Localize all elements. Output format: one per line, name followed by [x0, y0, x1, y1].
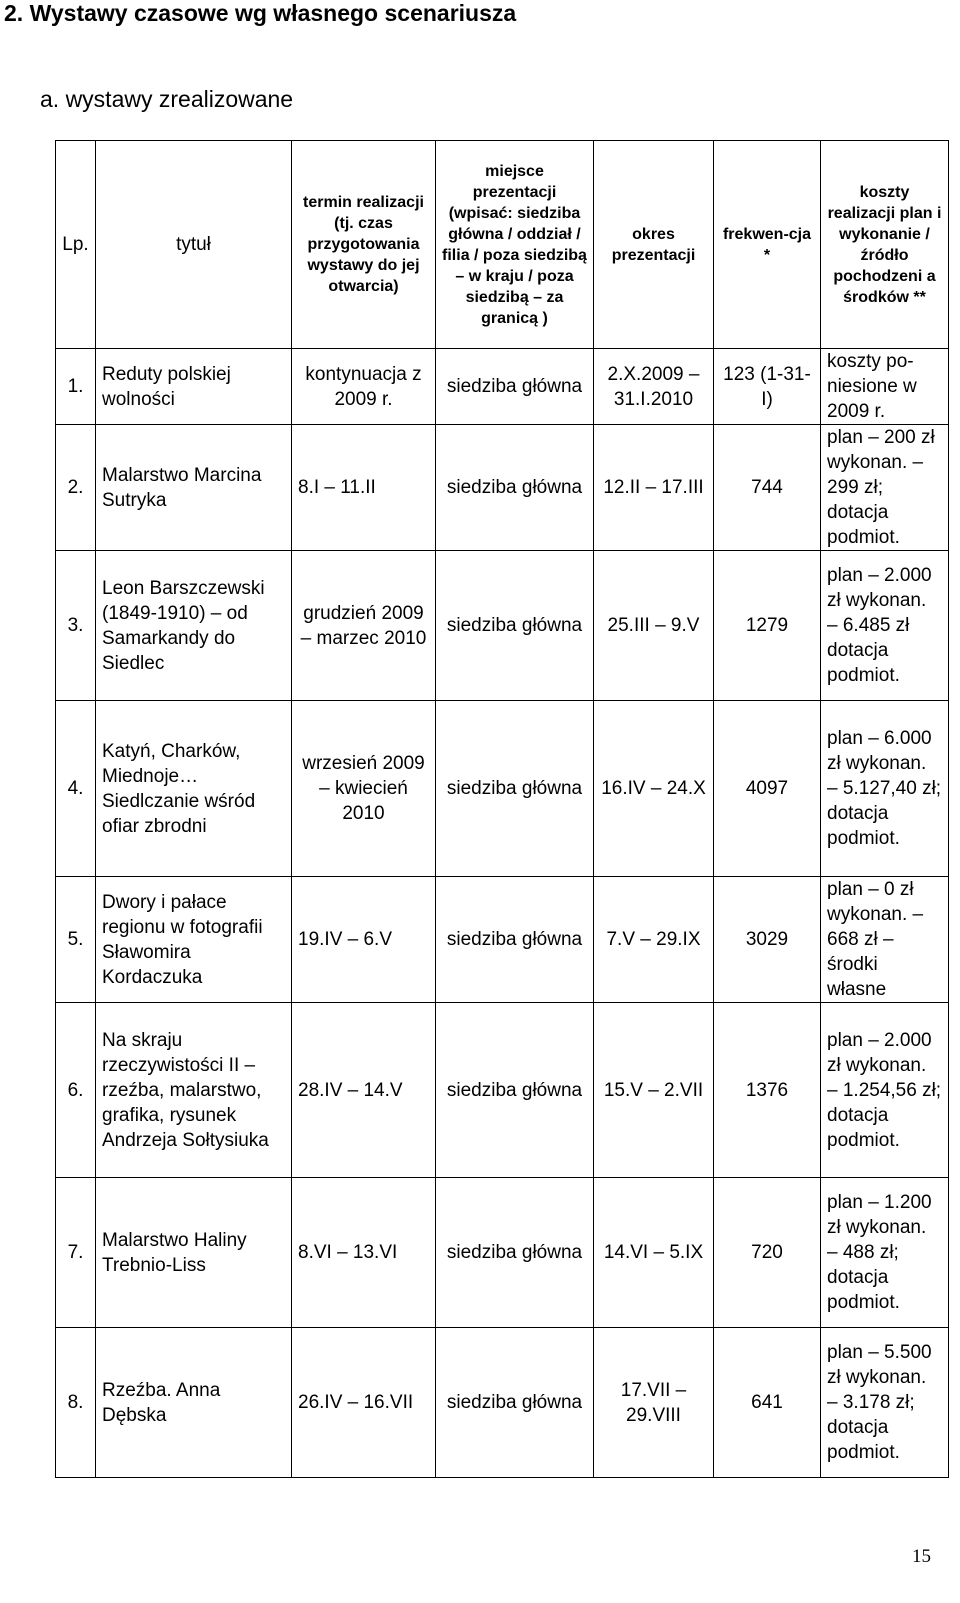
cell-period: 7.V – 29.IX	[594, 877, 714, 1003]
cell-place: siedziba główna	[436, 551, 594, 701]
cell-place: siedziba główna	[436, 877, 594, 1003]
table-row	[56, 349, 949, 425]
cell-period: 15.V – 2.VII	[594, 1003, 714, 1178]
cell-place: siedziba główna	[436, 425, 594, 551]
table-header-row	[56, 141, 949, 349]
table-row	[56, 1328, 949, 1478]
table-row	[56, 551, 949, 701]
header-costs: koszty realizacji plan i wykonanie / źródło pochodzeni a środków **	[821, 141, 949, 349]
table-row	[56, 425, 949, 551]
cell-place: siedziba główna	[436, 701, 594, 877]
cell-place: siedziba główna	[436, 1178, 594, 1328]
cell-costs: plan – 200 zł wykonan. – 299 zł; dotacja podmiot.	[821, 425, 949, 551]
cell-period: 17.VII – 29.VIII	[594, 1328, 714, 1478]
section-heading: 2. Wystawy czasowe wg własnego scenariusza	[4, 0, 517, 26]
cell-term: 26.IV – 16.VII	[292, 1328, 436, 1478]
cell-lp: 5.	[56, 877, 96, 1003]
cell-period: 12.II – 17.III	[594, 425, 714, 551]
cell-lp: 8.	[56, 1328, 96, 1478]
cell-attendance: 123 (1-31-I)	[714, 349, 821, 425]
cell-attendance: 1279	[714, 551, 821, 701]
cell-lp: 2.	[56, 425, 96, 551]
cell-costs: plan – 0 zł wykonan. – 668 zł – środki własne	[821, 877, 949, 1003]
cell-title: Malarstwo Haliny Trebnio-Liss	[96, 1178, 292, 1328]
exhibitions-table	[55, 140, 949, 1478]
cell-costs: plan – 2.000 zł wykonan. – 1.254,56 zł; dotacja podmiot.	[821, 1003, 949, 1178]
cell-attendance: 744	[714, 425, 821, 551]
subsection-heading: a. wystawy zrealizowane	[40, 86, 294, 112]
table-row	[56, 877, 949, 1003]
header-attendance: frekwen-cja *	[714, 141, 821, 349]
cell-costs: plan – 6.000 zł wykonan. – 5.127,40 zł; dotacja podmiot.	[821, 701, 949, 877]
cell-lp: 7.	[56, 1178, 96, 1328]
cell-term: grudzień 2009 – marzec 2010	[292, 551, 436, 701]
cell-term: 8.VI – 13.VI	[292, 1178, 436, 1328]
cell-title: Leon Barszczewski (1849-1910) – od Samarkandy do Siedlec	[96, 551, 292, 701]
header-term: termin realizacji (tj. czas przygotowania wystawy do jej otwarcia)	[292, 141, 436, 349]
cell-costs: plan – 1.200 zł wykonan. – 488 zł; dotacja podmiot.	[821, 1178, 949, 1328]
table-row	[56, 701, 949, 877]
cell-attendance: 1376	[714, 1003, 821, 1178]
cell-term: 8.I – 11.II	[292, 425, 436, 551]
cell-lp: 1.	[56, 349, 96, 425]
cell-attendance: 641	[714, 1328, 821, 1478]
cell-place: siedziba główna	[436, 349, 594, 425]
cell-costs: plan – 5.500 zł wykonan. – 3.178 zł; dotacja podmiot.	[821, 1328, 949, 1478]
cell-term: kontynuacja z 2009 r.	[292, 349, 436, 425]
cell-term: wrzesień 2009 – kwiecień 2010	[292, 701, 436, 877]
cell-attendance: 3029	[714, 877, 821, 1003]
cell-period: 14.VI – 5.IX	[594, 1178, 714, 1328]
cell-costs: koszty po-niesione w 2009 r.	[821, 349, 949, 425]
cell-period: 2.X.2009 – 31.I.2010	[594, 349, 714, 425]
cell-costs: plan – 2.000 zł wykonan. – 6.485 zł dotacja podmiot.	[821, 551, 949, 701]
header-period: okres prezentacji	[594, 141, 714, 349]
cell-period: 16.IV – 24.X	[594, 701, 714, 877]
cell-place: siedziba główna	[436, 1003, 594, 1178]
header-title: tytuł	[96, 141, 292, 349]
cell-term: 28.IV – 14.V	[292, 1003, 436, 1178]
cell-attendance: 4097	[714, 701, 821, 877]
table-row	[56, 1003, 949, 1178]
cell-title: Rzeźba. Anna Dębska	[96, 1328, 292, 1478]
cell-title: Malarstwo Marcina Sutryka	[96, 425, 292, 551]
cell-term: 19.IV – 6.V	[292, 877, 436, 1003]
header-place: miejsce prezentacji (wpisać: siedziba główna / oddział / filia / poza siedzibą – w kraju / poza siedzibą – za granicą )	[436, 141, 594, 349]
header-lp: Lp.	[56, 141, 96, 349]
cell-lp: 3.	[56, 551, 96, 701]
cell-title: Dwory i pałace regionu w fotografii Sławomira Kordaczuka	[96, 877, 292, 1003]
cell-title: Reduty polskiej wolności	[96, 349, 292, 425]
page-number: 15	[912, 1546, 931, 1567]
cell-title: Katyń, Charków, Miednoje… Siedlczanie wśród ofiar zbrodni	[96, 701, 292, 877]
cell-place: siedziba główna	[436, 1328, 594, 1478]
cell-period: 25.III – 9.V	[594, 551, 714, 701]
cell-attendance: 720	[714, 1178, 821, 1328]
cell-lp: 6.	[56, 1003, 96, 1178]
cell-lp: 4.	[56, 701, 96, 877]
table-row	[56, 1178, 949, 1328]
cell-title: Na skraju rzeczywistości II – rzeźba, malarstwo, grafika, rysunek Andrzeja Sołtysiuka	[96, 1003, 292, 1178]
